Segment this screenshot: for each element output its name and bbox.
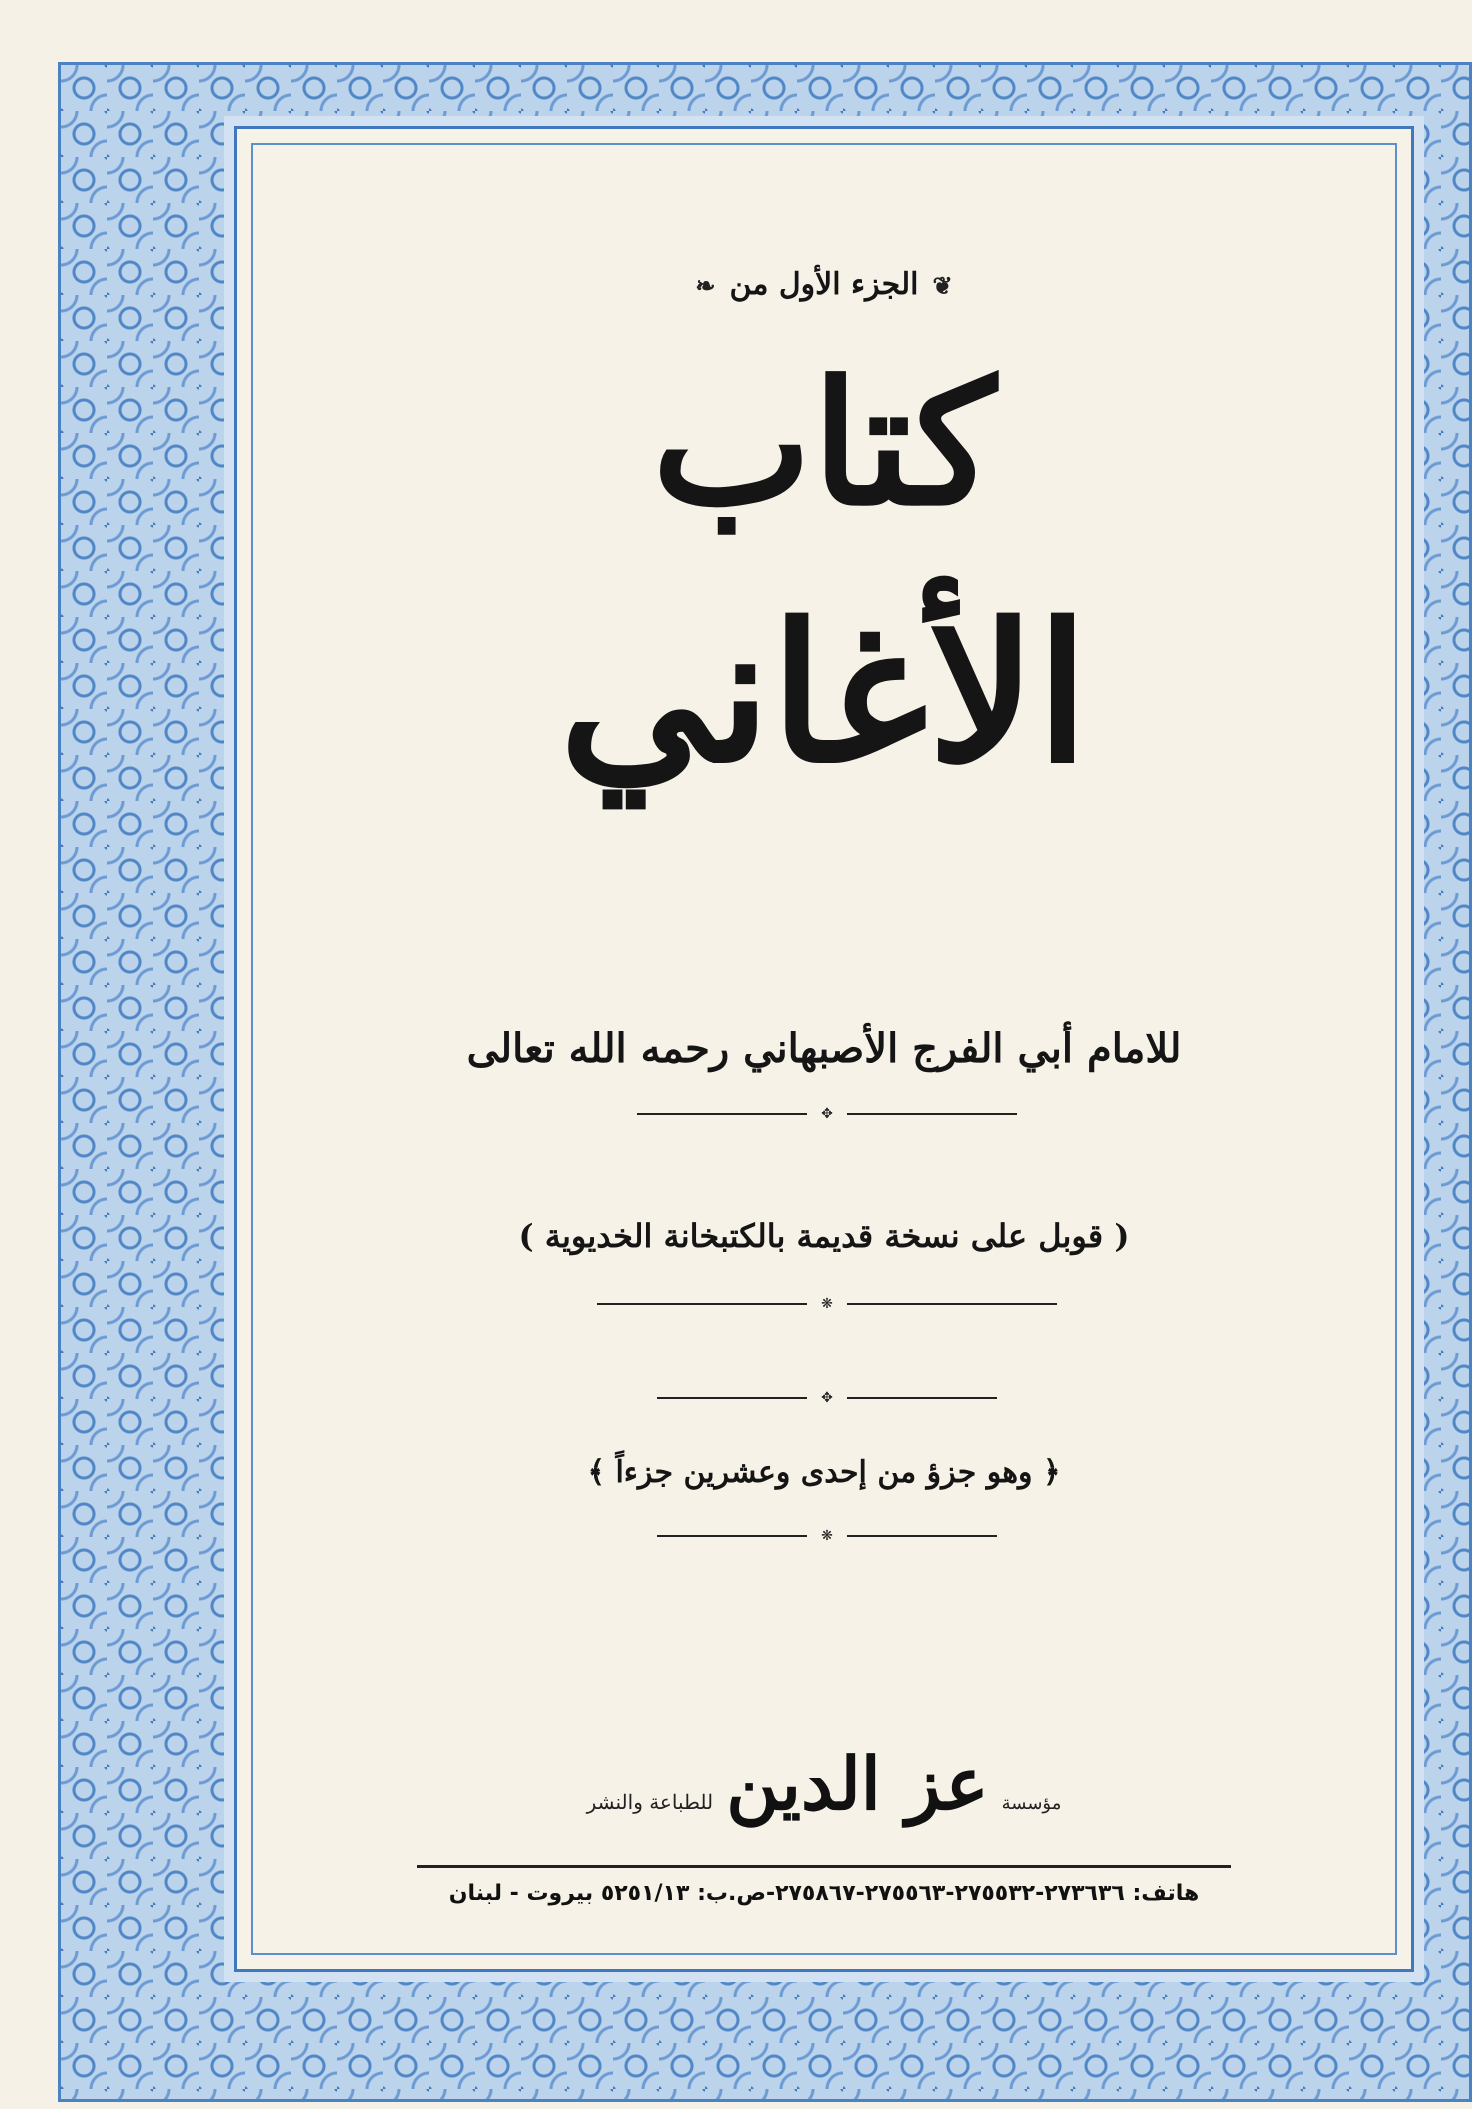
ornament-icon: ❧ bbox=[695, 271, 716, 300]
publisher-prefix: مؤسسة bbox=[1001, 1793, 1062, 1814]
ornament-icon: ✥ bbox=[807, 1107, 847, 1121]
publisher-name: عز الدين bbox=[726, 1741, 989, 1826]
publisher-logo bbox=[237, 1741, 1411, 1826]
author-line: للامام أبي الفرج الأصبهاني رحمه الله تعالى bbox=[466, 1025, 1182, 1072]
ornament-icon: ❋ bbox=[807, 1529, 847, 1543]
ornamental-divider bbox=[597, 1297, 1057, 1311]
ornamental-divider bbox=[657, 1529, 997, 1543]
publisher-rule bbox=[417, 1865, 1231, 1868]
collation-note: ( قوبل على نسخة قديمة بالكتبخانة الخديوية ) bbox=[518, 1217, 1130, 1255]
ornament-icon: ❦ bbox=[932, 271, 953, 300]
volume-heading bbox=[237, 267, 1411, 302]
publisher-contact: هاتف: ٢٧٣٦٣٦-٢٧٥٥٣٢-٢٧٥٥٦٣-٢٧٥٨٦٧-ص.ب: ٥٢٥١/١٣ بيروت - لبنان bbox=[448, 1881, 1200, 1906]
ornamental-divider bbox=[637, 1107, 1017, 1121]
volume-heading-text: الجزء الأول من bbox=[729, 267, 919, 302]
volumes-note: ﴿ وهو جزؤ من إحدى وعشرين جزءاً ﴾ bbox=[587, 1455, 1061, 1490]
book-title-line-1: كتاب bbox=[651, 344, 997, 544]
publisher-subtitle: للطباعة والنشر bbox=[586, 1790, 714, 1814]
ornament-icon: ❋ bbox=[807, 1297, 847, 1311]
ornamental-divider bbox=[657, 1391, 997, 1405]
book-title-line-2: الأغاني bbox=[559, 582, 1089, 805]
title-panel bbox=[234, 126, 1414, 1972]
ornament-icon: ✥ bbox=[807, 1391, 847, 1405]
